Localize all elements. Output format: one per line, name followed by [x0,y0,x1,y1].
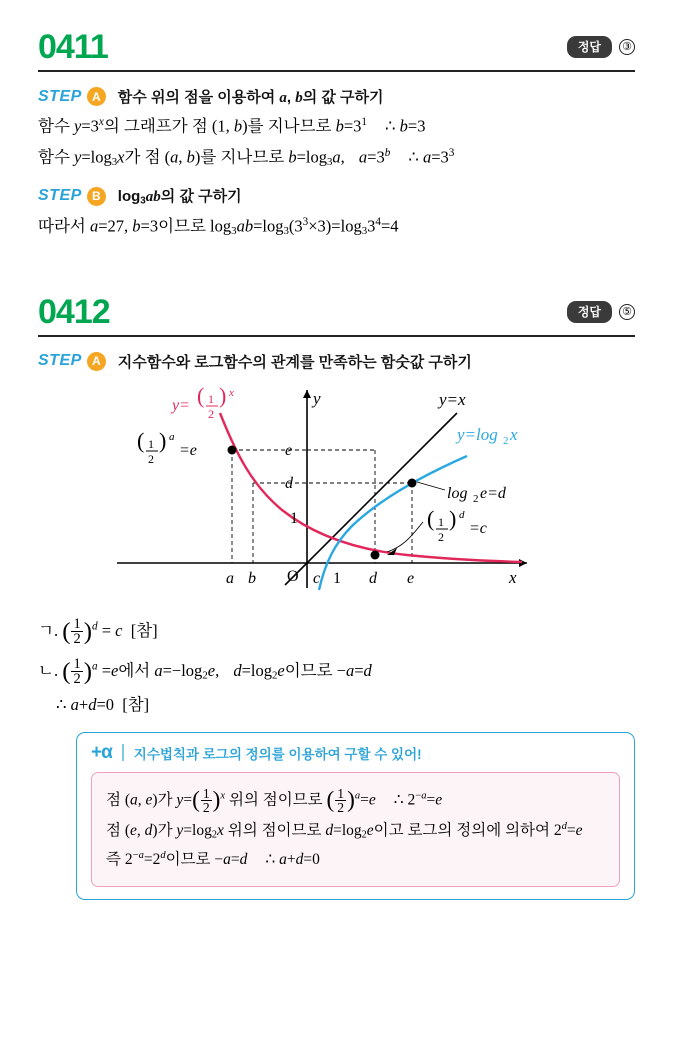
exponential-log-graph [57,378,617,613]
answer-label: 정답 [567,301,612,323]
step-word: STEP [38,187,82,205]
svg-text:): ) [158,427,166,453]
svg-text:2: 2 [502,434,508,447]
problem-number: 0412 [38,292,110,331]
svg-text:2: 2 [437,529,444,544]
svg-text:e: e [284,441,292,459]
statement-b-conclusion: ∴ a+d=0 [참] [56,694,150,714]
step-a-0412 [38,351,635,372]
svg-text:1: 1 [332,569,341,587]
svg-text:log: log [446,484,467,502]
svg-text:): ) [448,505,456,531]
svg-text:x: x [509,424,518,444]
divider-icon [122,744,124,761]
svg-text:d: d [368,569,377,587]
svg-text:e=d: e=d [479,484,506,502]
plus-alpha-title: 지수법칙과 로그의 정의를 이용하여 구할 수 있어! [133,746,422,762]
svg-text:c: c [312,569,320,587]
plus-alpha-box [76,732,635,900]
solution-line-1: 함수 $y=3^x$의 그래프가 점 (1, b)를 지나므로 $b=3^1$ ∴ b=3 [38,116,426,136]
svg-text:b: b [247,569,256,587]
step-title: $\log_3ab$의 값 구하기 [117,188,242,207]
step-badge: A [87,352,106,371]
statement-a: ㄱ. ( $\frac{1}{2}$ )$^d$ = c [참] [38,615,158,648]
svg-text:O: O [286,567,299,585]
step-title: 함수 위의 점을 이용하여 a, b의 값 구하기 [117,89,384,106]
solution-line-3: 따라서 a=27, b=3이므로 $\log_3ab=\log_3(3^3\times 3)=\log_33^4=4$ [38,215,399,238]
answer-label: 정답 [567,36,612,58]
svg-text:a: a [225,569,234,587]
svg-text:d: d [458,508,464,521]
svg-text:1: 1 [207,391,214,406]
step-word: STEP [38,87,82,105]
step-a-0411 [38,86,635,107]
step-word: STEP [38,352,82,370]
svg-text:1: 1 [289,509,298,527]
svg-text:1: 1 [147,436,154,451]
alpha-line-2: 점 (e, d)가 $y=\log_2x$ 위의 점이므로 $d=\log_2e$이고 로그의 정의에 의하여 $2^d=e$ [106,820,583,841]
svg-text:): ) [218,382,226,408]
answer-choice: ③ [619,39,635,55]
problem-number: 0411 [38,28,108,66]
svg-text:y: y [312,388,321,408]
plus-alpha-header [91,742,620,772]
svg-text:y=: y= [171,396,190,414]
problem-header-0411 [38,30,635,64]
step-badge: B [87,187,106,206]
plus-alpha-content [91,772,620,887]
solution-line-2: 함수 $y=\log_3x$가 점 (a, b)를 지나므로 $b=\log_3a$, $a=3^b$ ∴ $a=3^3$ [38,147,455,169]
svg-text:2: 2 [147,451,154,466]
divider [38,70,635,72]
answer-group [567,301,635,323]
svg-text:2: 2 [472,492,478,505]
svg-text:y=log: y=log [456,424,498,444]
alpha-line-1: 점 (a, e)가 y=( $\frac{1}{2}$ )$^x$ 위의 점이므로 ( $\frac{1}{2}$ )$^a$=e ∴ $2^{-a}=e$ [106,785,443,816]
answer-choice: ⑤ [619,304,635,320]
step-title: 지수함수와 로그함수의 관계를 만족하는 함숫값 구하기 [117,353,472,371]
svg-text:=e: =e [178,441,197,459]
graph-figure [0,378,673,613]
step-badge: A [87,87,106,106]
svg-text:x: x [508,567,517,587]
alpha-line-3: 즉 $2^{-a}=2^d$이므로 −a=d ∴ a+d=0 [106,849,320,868]
plus-alpha-icon: +α [91,741,112,763]
svg-text:1: 1 [437,514,444,529]
statement-b: ㄴ. ( $\frac{1}{2}$ )$^a$ =e에서 $a=-\log_2e$, $d=\log_2e$이므로 −a=d [38,655,372,688]
answer-group [567,36,635,58]
svg-text:x: x [228,386,234,399]
svg-text:2: 2 [207,406,214,421]
svg-text:a: a [168,430,174,443]
step-b-0411 [38,185,635,206]
svg-text:(: ( [136,427,144,453]
divider [38,335,635,337]
problem-header-0412 [38,292,635,331]
svg-text:(: ( [426,505,434,531]
svg-text:=c: =c [468,519,487,537]
svg-text:(: ( [196,382,204,408]
svg-text:e: e [406,569,414,587]
svg-text:d: d [284,474,293,492]
svg-text:y=x: y=x [438,389,466,409]
